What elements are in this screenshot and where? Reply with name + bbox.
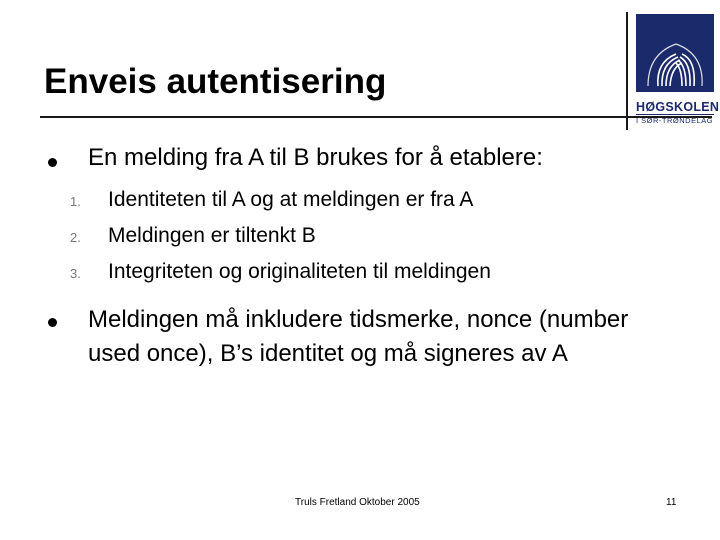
page-number: 11 xyxy=(666,497,677,508)
item-number: 2. xyxy=(70,230,81,245)
bullet-dot-icon xyxy=(48,318,57,327)
logo-subtitle: I SØR-TRØNDELAG xyxy=(636,116,714,125)
institution-logo xyxy=(636,14,720,134)
item-text: Identiteten til A og at meldingen er fra A xyxy=(108,188,474,211)
item-text: Integriteten og originaliteten til meldingen xyxy=(108,260,491,283)
logo-name: HØGSKOLEN xyxy=(636,100,720,114)
hogskolen-logo-icon xyxy=(636,14,714,92)
bullet-text-2: Meldingen må inkludere tidsmerke, nonce (number used once), B’s identitet og må signeres av A xyxy=(88,306,629,367)
bullet-dot-icon xyxy=(48,158,57,167)
numbered-item-1 xyxy=(70,187,473,215)
item-number: 1. xyxy=(70,194,81,209)
title-divider xyxy=(40,116,712,118)
bullet-marker-2 xyxy=(48,306,57,327)
slide-footer: Truls Fretland Oktober 2005 xyxy=(295,497,420,508)
item-number: 3. xyxy=(70,266,81,281)
item-text: Meldingen er tiltenkt B xyxy=(108,224,316,247)
bullet-marker-1 xyxy=(48,146,57,167)
numbered-item-2 xyxy=(70,223,316,251)
slide-title: Enveis autentisering xyxy=(44,62,387,101)
bullet-text-1: En melding fra A til B brukes for å etablere: xyxy=(88,144,543,171)
logo-divider xyxy=(626,12,628,130)
numbered-item-3 xyxy=(70,259,491,287)
